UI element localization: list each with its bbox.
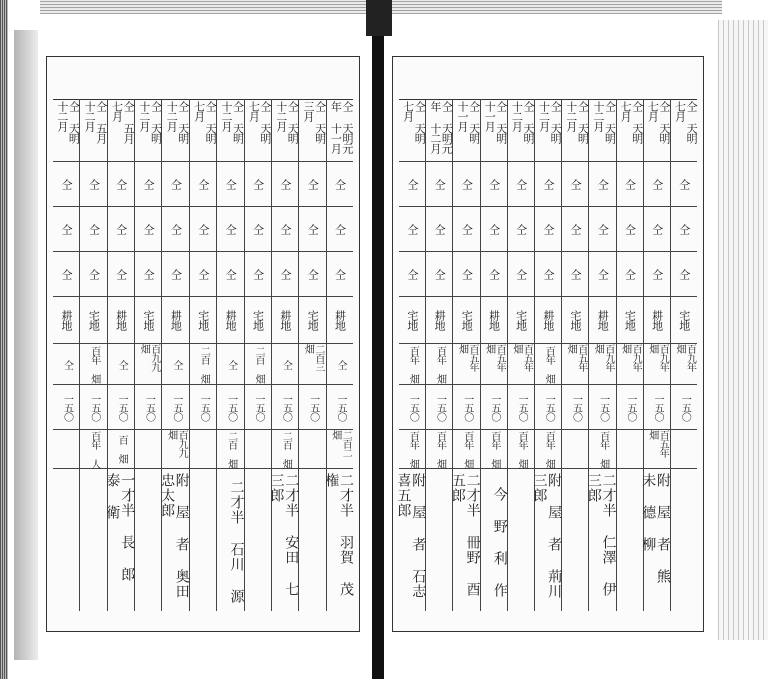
land-type-cell: 耕地 <box>53 297 79 344</box>
date-cell: 仝 天明 七月 <box>245 99 271 162</box>
grade-cell: 百年 畑 <box>508 430 534 469</box>
date-cell: 仝 天明 七月 <box>617 99 643 162</box>
date-cell: 仝 天明 十二月 <box>562 99 588 162</box>
ledger-column <box>268 99 300 611</box>
ditto-cell: 仝 <box>481 252 507 297</box>
land-type-cell: 耕地 <box>535 297 561 344</box>
owner-cell <box>671 469 697 611</box>
rate-cell: 一五〇 <box>617 385 643 430</box>
grade-cell <box>562 430 588 469</box>
land-type-cell: 宅地 <box>399 297 425 344</box>
ditto-cell: 仝 <box>535 162 561 207</box>
ditto-cell: 仝 <box>481 207 507 252</box>
date-cell: 仝 天明 十一月 <box>481 99 507 162</box>
ledger-column <box>299 99 326 611</box>
ditto-cell: 仝 <box>644 207 670 252</box>
owner-cell <box>426 469 452 611</box>
date-cell: 仝 天明 十二月 <box>535 99 561 162</box>
rate-cell: 一五〇 <box>644 385 670 430</box>
ditto-cell: 仝 <box>162 207 188 252</box>
date-cell: 仝 天明 十一月 <box>453 99 479 162</box>
owner-cell: 附 屋 者 熊 未 德 柳 <box>640 473 671 584</box>
ditto-cell: 仝 <box>562 207 588 252</box>
rate-cell: 一五〇 <box>190 385 216 430</box>
grade-cell: 百 畑 <box>108 430 134 469</box>
ditto-cell: 仝 <box>589 252 615 297</box>
area-cell: 二百三 畑 <box>299 344 325 385</box>
ditto-cell: 仝 <box>80 252 106 297</box>
land-type-cell: 耕地 <box>426 297 452 344</box>
area-cell: 百年 畑 <box>535 344 561 385</box>
ditto-cell: 仝 <box>299 207 325 252</box>
owner-cell: 附 屋 者 荊川 三郎 <box>531 473 563 599</box>
grade-cell <box>245 430 271 469</box>
ditto-cell: 仝 <box>53 162 79 207</box>
date-cell: 仝 天明 十二月 <box>589 99 615 162</box>
ditto-cell: 仝 <box>508 162 534 207</box>
owner-cell: 二才半 仁澤 伊三郎 <box>585 473 617 597</box>
ditto-cell: 仝 <box>245 252 271 297</box>
area-cell: 百年 畑 <box>399 344 425 385</box>
ledger-column <box>217 99 244 611</box>
ditto-cell: 仝 <box>399 162 425 207</box>
ledger-column <box>585 99 617 611</box>
date-cell: 仝 天明 三月 <box>299 99 325 162</box>
rate-cell: 一五〇 <box>399 385 425 430</box>
area-cell: 仝 <box>53 344 79 385</box>
rate-cell: 一五〇 <box>53 385 79 430</box>
area-cell: 百年 畑 <box>426 344 452 385</box>
ditto-cell: 仝 <box>327 162 353 207</box>
owner-cell: 二才半 羽賀 茂権 <box>323 473 354 597</box>
grade-cell: 百年 畑 <box>481 430 507 469</box>
right-page <box>392 56 704 632</box>
ditto-cell: 仝 <box>617 162 643 207</box>
area-cell: 仝 <box>327 344 353 385</box>
ditto-cell: 仝 <box>272 162 298 207</box>
ledger-column <box>449 99 481 611</box>
ditto-cell: 仝 <box>162 162 188 207</box>
grade-cell <box>617 430 643 469</box>
ledger-column <box>80 99 107 611</box>
date-cell: 仝 天明 七月 <box>671 99 697 162</box>
book-gutter <box>372 0 384 679</box>
ditto-cell: 仝 <box>535 207 561 252</box>
area-cell: 百九年 畑 <box>644 344 670 385</box>
ditto-cell: 仝 <box>671 162 697 207</box>
date-cell: 仝 天明元年 十一月 <box>327 99 353 162</box>
ditto-cell: 仝 <box>399 207 425 252</box>
area-cell: 百九年 畑 <box>617 344 643 385</box>
rate-cell: 一五〇 <box>299 385 325 430</box>
ditto-cell: 仝 <box>190 207 216 252</box>
date-cell: 仝 天明 十二月 <box>135 99 161 162</box>
page-stack-edge-left <box>0 0 8 679</box>
ditto-cell: 仝 <box>508 252 534 297</box>
ditto-cell: 仝 <box>245 207 271 252</box>
ditto-cell: 仝 <box>162 252 188 297</box>
area-cell: 二百 畑 <box>190 344 216 385</box>
area-cell: 仝 <box>272 344 298 385</box>
owner-cell <box>190 469 216 611</box>
owner-cell: 二才半 安田 七三郎 <box>268 473 300 597</box>
grade-cell: 百年 畑 <box>589 430 615 469</box>
ditto-cell: 仝 <box>108 207 134 252</box>
ditto-cell: 仝 <box>108 252 134 297</box>
grade-cell: 二百 畑 <box>272 430 298 469</box>
ledger-table-left <box>53 99 353 611</box>
grade-cell <box>135 430 161 469</box>
grade-cell: 百五年 畑 <box>644 430 670 469</box>
ditto-cell: 仝 <box>135 162 161 207</box>
rate-cell: 一五〇 <box>108 385 134 430</box>
land-type-cell: 宅地 <box>245 297 271 344</box>
date-cell: 仝 天明 十二月 <box>53 99 79 162</box>
ledger-column <box>190 99 217 611</box>
left-page <box>46 56 360 632</box>
area-cell: 百五年 畑 <box>508 344 534 385</box>
ditto-cell: 仝 <box>589 207 615 252</box>
ditto-cell: 仝 <box>426 162 452 207</box>
owner-cell <box>562 469 588 611</box>
ditto-cell: 仝 <box>217 162 243 207</box>
owner-cell: 二才半 冊野 酉 五郎 <box>449 473 481 597</box>
ditto-cell: 仝 <box>562 252 588 297</box>
ditto-cell: 仝 <box>671 207 697 252</box>
ditto-cell: 仝 <box>589 162 615 207</box>
land-type-cell: 宅地 <box>562 297 588 344</box>
land-type-cell: 耕地 <box>162 297 188 344</box>
ditto-cell: 仝 <box>272 207 298 252</box>
ditto-cell: 仝 <box>617 207 643 252</box>
date-cell: 仝 天明 七月 <box>644 99 670 162</box>
ditto-cell: 仝 <box>299 162 325 207</box>
gutter-clip <box>366 0 392 36</box>
owner-cell <box>135 469 161 611</box>
date-cell: 仝 天明 十二月 <box>217 99 243 162</box>
rate-cell: 一五〇 <box>245 385 271 430</box>
ditto-cell: 仝 <box>617 252 643 297</box>
ditto-cell: 仝 <box>508 207 534 252</box>
area-cell: 百九年 畑 <box>671 344 697 385</box>
land-type-cell: 宅地 <box>190 297 216 344</box>
grade-cell: 百年 人 <box>80 430 106 469</box>
owner-cell: 今 野 利 作 <box>491 486 508 598</box>
date-cell: 仝 天明 十二月 <box>508 99 534 162</box>
land-type-cell: 宅地 <box>508 297 534 344</box>
ditto-cell: 仝 <box>426 207 452 252</box>
ledger-table-right <box>395 99 699 611</box>
owner-cell <box>508 469 534 611</box>
area-cell: 百五年 畑 <box>481 344 507 385</box>
ditto-cell: 仝 <box>481 162 507 207</box>
rate-cell: 一五〇 <box>562 385 588 430</box>
date-cell: 仝 天明 十二月 <box>272 99 298 162</box>
area-cell: 百九年 畑 <box>589 344 615 385</box>
rate-cell: 一五〇 <box>453 385 479 430</box>
ledger-column <box>481 99 508 611</box>
rate-cell: 一五〇 <box>327 385 353 430</box>
land-type-cell: 耕地 <box>272 297 298 344</box>
rate-cell: 一五〇 <box>426 385 452 430</box>
grade-cell: 百年 畑 <box>426 430 452 469</box>
ledger-column <box>531 99 563 611</box>
grade-cell: 百年 畑 <box>453 430 479 469</box>
grade-cell: 二百 畑 <box>217 430 243 469</box>
rate-cell: 一五〇 <box>481 385 507 430</box>
rate-cell: 一五〇 <box>535 385 561 430</box>
grade-cell <box>671 430 697 469</box>
rate-cell: 一五〇 <box>162 385 188 430</box>
land-type-cell: 宅地 <box>617 297 643 344</box>
owner-cell <box>617 469 643 611</box>
grade-cell <box>299 430 325 469</box>
ditto-cell: 仝 <box>53 207 79 252</box>
grade-cell: 百年 畑 <box>535 430 561 469</box>
rate-cell: 一五〇 <box>80 385 106 430</box>
date-cell: 仝 天明 七月 <box>399 99 425 162</box>
ditto-cell: 仝 <box>217 207 243 252</box>
land-type-cell: 宅地 <box>299 297 325 344</box>
date-cell: 仝 天明 七月 <box>190 99 216 162</box>
ledger-column <box>53 99 80 611</box>
area-cell: 仝 <box>217 344 243 385</box>
page-stack-edge-right <box>718 20 768 640</box>
ditto-cell: 仝 <box>327 252 353 297</box>
ledger-column <box>135 99 162 611</box>
ditto-cell: 仝 <box>190 162 216 207</box>
grade-cell: 二百二 畑 <box>327 430 353 469</box>
area-cell: 仝 <box>108 344 134 385</box>
binding-shadow <box>14 30 38 660</box>
rate-cell: 一五〇 <box>671 385 697 430</box>
ditto-cell: 仝 <box>327 207 353 252</box>
page-top-edge-left <box>40 0 370 14</box>
rate-cell: 一五〇 <box>508 385 534 430</box>
grade-cell <box>190 430 216 469</box>
ditto-cell: 仝 <box>80 162 106 207</box>
rate-cell: 一五〇 <box>589 385 615 430</box>
ditto-cell: 仝 <box>272 252 298 297</box>
grade-cell: 百年 畑 <box>399 430 425 469</box>
grade-cell <box>53 430 79 469</box>
ledger-column <box>323 99 354 611</box>
ditto-cell: 仝 <box>108 162 134 207</box>
ditto-cell: 仝 <box>217 252 243 297</box>
ledger-column <box>395 99 427 611</box>
land-type-cell: 耕地 <box>108 297 134 344</box>
ditto-cell: 仝 <box>399 252 425 297</box>
ditto-cell: 仝 <box>671 252 697 297</box>
ditto-cell: 仝 <box>299 252 325 297</box>
land-type-cell: 宅地 <box>671 297 697 344</box>
area-cell: 二百 畑 <box>245 344 271 385</box>
land-type-cell: 耕地 <box>644 297 670 344</box>
land-type-cell: 宅地 <box>80 297 106 344</box>
date-cell: 仝 天明元年 十二月 <box>426 99 452 162</box>
area-cell: 仝 <box>162 344 188 385</box>
page-top-edge-right <box>392 0 722 14</box>
rate-cell: 一五〇 <box>272 385 298 430</box>
ledger-column <box>640 99 671 611</box>
ditto-cell: 仝 <box>453 162 479 207</box>
land-type-cell: 耕地 <box>327 297 353 344</box>
ledger-column <box>159 99 190 611</box>
ledger-column <box>104 99 136 611</box>
ditto-cell: 仝 <box>535 252 561 297</box>
land-type-cell: 耕地 <box>589 297 615 344</box>
ditto-cell: 仝 <box>644 162 670 207</box>
ditto-cell: 仝 <box>644 252 670 297</box>
owner-cell: 二才半 石川 源 <box>228 480 245 604</box>
owner-cell: 附 屋 者 奥田 忠太郎 <box>159 473 190 599</box>
rate-cell: 一五〇 <box>217 385 243 430</box>
ditto-cell: 仝 <box>135 252 161 297</box>
land-type-cell: 宅地 <box>453 297 479 344</box>
date-cell: 仝 天明 十二月 <box>162 99 188 162</box>
area-cell: 百年 畑 <box>80 344 106 385</box>
owner-cell <box>53 469 79 611</box>
land-type-cell: 耕地 <box>217 297 243 344</box>
grade-cell: 百九九 畑 <box>162 430 188 469</box>
ditto-cell: 仝 <box>53 252 79 297</box>
date-cell: 仝 五月 十二月 <box>80 99 106 162</box>
owner-cell: 一才半 長 郎 泰 衛 <box>104 473 136 582</box>
date-cell: 仝 五月 七月 <box>108 99 134 162</box>
land-type-cell: 耕地 <box>481 297 507 344</box>
ditto-cell: 仝 <box>453 207 479 252</box>
owner-cell: 附 屋 者 石志 喜五郎 <box>395 473 427 599</box>
ditto-cell: 仝 <box>245 162 271 207</box>
ditto-cell: 仝 <box>562 162 588 207</box>
area-cell: 百五年 畑 <box>453 344 479 385</box>
rate-cell: 一五〇 <box>135 385 161 430</box>
ditto-cell: 仝 <box>80 207 106 252</box>
ledger-column <box>245 99 272 611</box>
ditto-cell: 仝 <box>453 252 479 297</box>
owner-cell <box>80 469 106 611</box>
ledger-column <box>671 99 697 611</box>
ditto-cell: 仝 <box>190 252 216 297</box>
land-type-cell: 宅地 <box>135 297 161 344</box>
ditto-cell: 仝 <box>135 207 161 252</box>
ditto-cell: 仝 <box>426 252 452 297</box>
area-cell: 百五年 畑 <box>562 344 588 385</box>
area-cell: 百九九 畑 <box>135 344 161 385</box>
owner-cell <box>245 469 271 611</box>
owner-cell <box>299 469 325 611</box>
